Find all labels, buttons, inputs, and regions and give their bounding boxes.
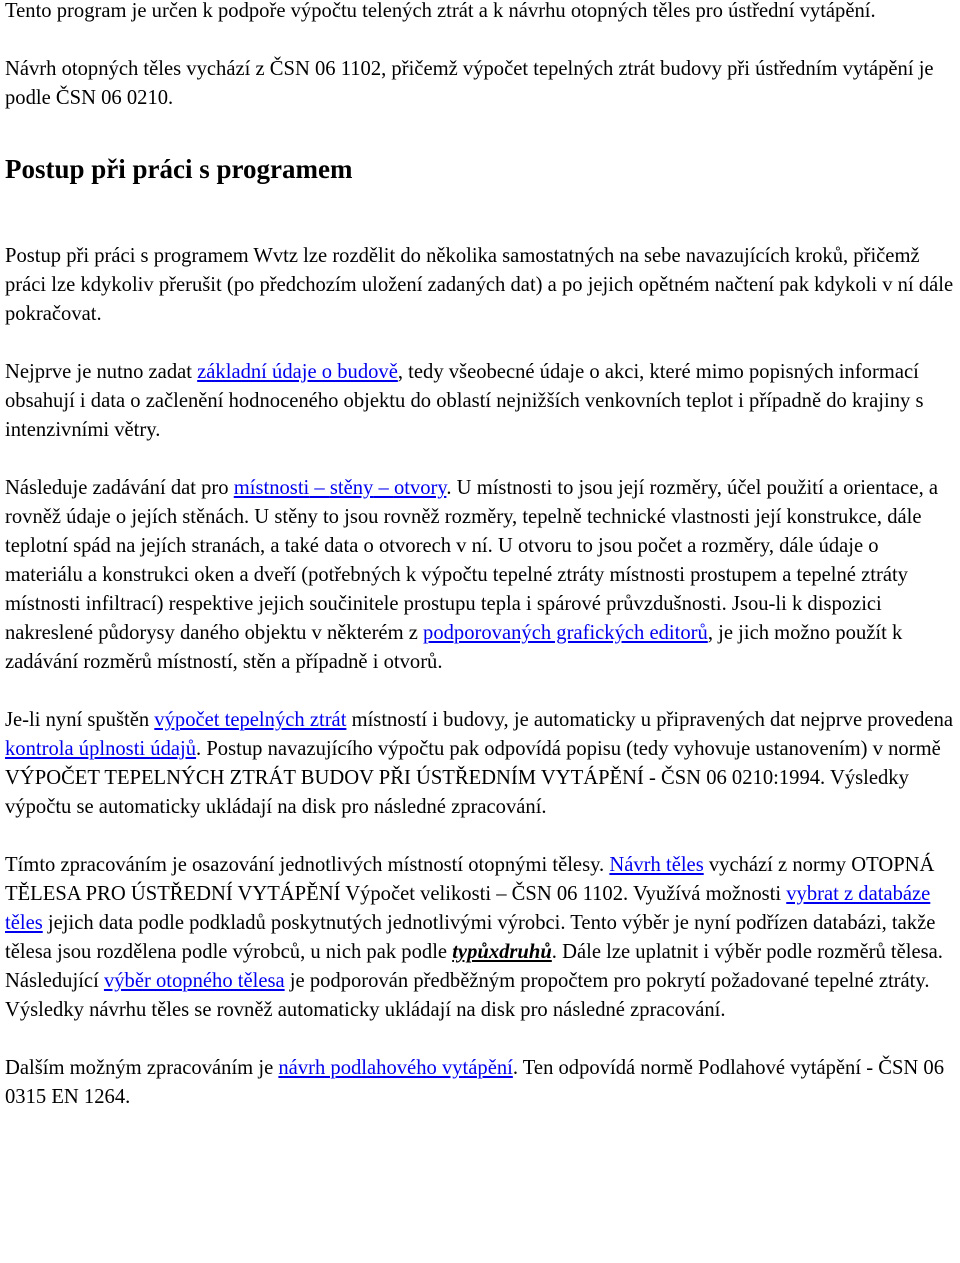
link-walls[interactable]: stěny	[329, 477, 374, 499]
link-radiator-database[interactable]: vybrat z databáze těles	[5, 883, 931, 934]
heat-loss-calculation-paragraph	[5, 706, 956, 822]
text-span: Nejprve je nutno zadat	[5, 361, 198, 383]
text-span: , tedy všeobecné údaje o akci, které mimo popisných informací obsahují i data o začlenění hodnoceného objektu do oblastí nejnižších venkovních teplot i případně do krajiny s intenzivními větry.	[5, 361, 924, 441]
floor-heating-paragraph	[5, 1054, 956, 1112]
building-data-paragraph	[5, 358, 956, 445]
text-span: Následuje zadávání dat pro	[5, 477, 234, 499]
text-span: Tímto zpracováním je osazování jednotlivých místností otopnými tělesy.	[5, 854, 610, 876]
link-separator[interactable]: –	[373, 477, 394, 499]
link-building-basic-data[interactable]: základní údaje o budově	[197, 361, 398, 383]
text-span: , je jich možno použít k zadávání rozměrů místností, stěn a případně i otvorů.	[5, 622, 903, 673]
text-span: Dalším možným zpracováním je	[5, 1057, 279, 1079]
text-span: Je-li nyní spuštěn	[5, 709, 155, 731]
text-span: . Ten odpovídá normě Podlahové vytápění - ČSN 06 0315 EN 1264.	[5, 1057, 945, 1108]
link-supported-graphic-editors[interactable]: podporovaných grafických editorů	[423, 622, 708, 644]
link-radiator-selection[interactable]: výběr otopného tělesa	[103, 970, 285, 992]
text-span: . U místnosti to jsou její rozměry, účel použití a orientace, a rovněž údaje o jejích stěnách. U stěny to jsou rovněž rozměry, tepelně technické vlastnosti její konstrukce, dále teplotní spád na jejích stranách, a také data o otvorech v ní. U otvoru to jsou počet a rozměry, dále údaje o materiálu a konstrukci oken a dveří (potřebných k výpočtu tepelné ztráty místnosti prostupem a tepelné ztráty místnosti infiltrací) respektive jejich součinitele prostupu tepla i spárové průvzdušnosti. Jsou-li k dispozici nakreslené půdorysy daného objektu v některém z	[5, 477, 939, 644]
link-heat-loss-calculation[interactable]: výpočet tepelných ztrát	[154, 709, 347, 731]
text-span: místností i budovy, je automaticky u připravených dat nejprve provedena	[346, 709, 954, 731]
intro-paragraph-2: Návrh otopných těles vychází z ČSN 06 1102, přičemž výpočet tepelných ztrát budovy při ústředním vytápění je podle ČSN 06 0210.	[5, 58, 934, 109]
text-span: je podporován předběžným propočtem pro pokrytí požadované tepelné ztráty. Výsledky návrhu těles se rovněž automaticky ukládají na disk pro následné zpracování.	[5, 970, 930, 1021]
link-rooms[interactable]: místnosti	[233, 477, 310, 499]
text-span: . Postup navazujícího výpočtu pak odpovídá popisu (tedy vyhovuje ustanovením) v normě VÝPOČET TEPELNÝCH ZTRÁT BUDOV PŘI ÚSTŘEDNÍM VYTÁPĚNÍ - ČSN 06 0210:1994. Výsledky výpočtu se automaticky ukládají na disk pro následné zpracování.	[5, 738, 941, 818]
section-heading: Postup při práci s programem	[5, 154, 353, 184]
link-separator[interactable]: –	[309, 477, 330, 499]
rooms-walls-openings-paragraph	[5, 474, 956, 677]
link-types-kinds[interactable]: typůxdruhů	[452, 941, 552, 963]
procedure-paragraph: Postup při práci s programem Wvtz lze rozdělit do několika samostatných na sebe navazujících kroků, přičemž práci lze kdykoliv přerušit (po předchozím uložení zadaných dat) a po jejich opětném načtení pak kdykoli v ní dále pokračovat.	[5, 245, 954, 325]
link-floor-heating-design[interactable]: návrh podlahového vytápění	[278, 1057, 513, 1079]
text-span: vychází z normy OTOPNÁ TĚLESA PRO ÚSTŘEDNÍ VYTÁPĚNÍ Výpočet velikosti – ČSN 06 1102. Využívá možnosti	[5, 854, 935, 905]
link-radiator-design[interactable]: Návrh těles	[609, 854, 704, 876]
text-span: jejich data podle podkladů poskytnutých jednotlivými výrobci. Tento výběr je nyní podřízen databázi, takže tělesa jsou rozdělena podle výrobců, u nich pak podle	[5, 912, 936, 963]
text-span: . Dále lze uplatnit i výběr podle rozměrů tělesa. Následující	[5, 941, 943, 992]
link-openings[interactable]: otvory	[393, 477, 447, 499]
intro-paragraph-1: Tento program je určen k podpoře výpočtu telených ztrát a k návrhu otopných těles pro ústřední vytápění.	[5, 0, 876, 22]
link-data-completeness-check[interactable]: kontrola úplnosti údajů	[5, 738, 197, 760]
radiator-design-paragraph	[5, 851, 956, 1025]
